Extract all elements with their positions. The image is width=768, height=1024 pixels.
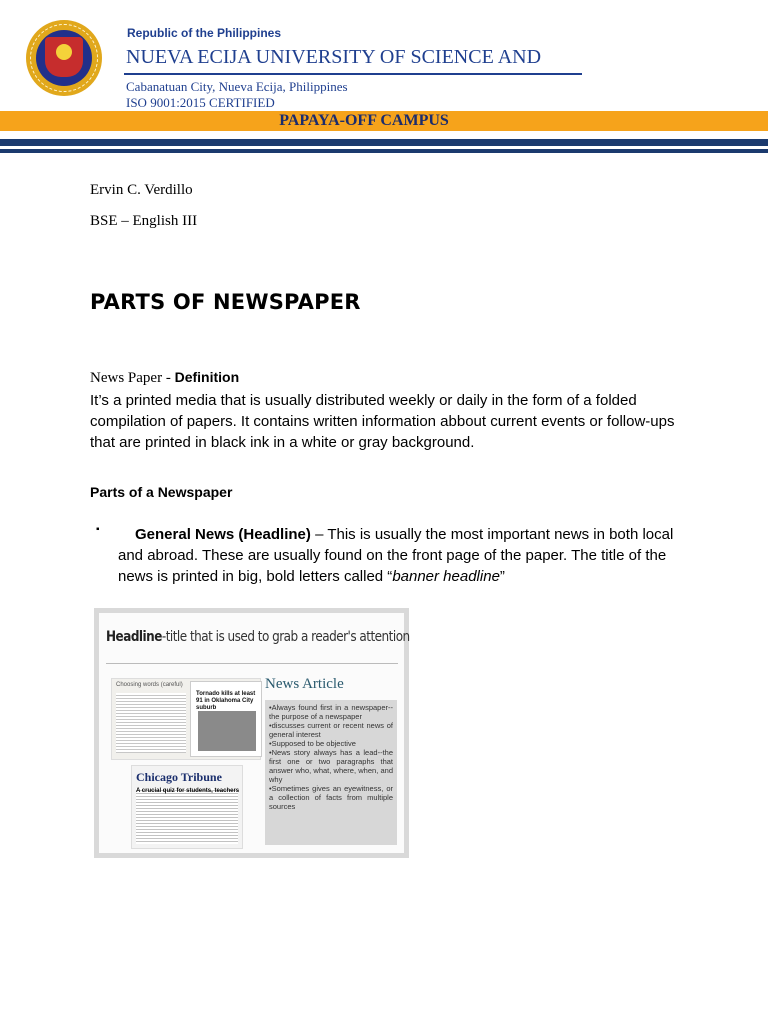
- bullet-general-news: [118, 524, 678, 587]
- clipping-photo: [198, 711, 256, 751]
- course-name: BSE – English III: [90, 213, 198, 229]
- clipping-story-headline: Tornado kills at least 91 in Oklahoma City suburb: [196, 691, 256, 711]
- news-article-title: News Article: [265, 676, 344, 692]
- tribune-text-lines: [136, 788, 238, 844]
- news-article-points: [265, 700, 397, 814]
- news-article-point: • Always found first in a newspaper--the purpose of a newspaper: [269, 703, 393, 721]
- republic-label: Republic of the Philippines: [127, 26, 282, 40]
- document-title: PARTS OF NEWSPAPER: [90, 290, 361, 314]
- parts-heading: Parts of a Newspaper: [90, 484, 233, 500]
- news-article-box: [265, 700, 397, 845]
- news-article-point: • discusses current or recent news of general interest: [269, 721, 393, 739]
- seal-ring: [30, 24, 98, 92]
- university-name: NUEVA ECIJA UNIVERSITY OF SCIENCE AND: [126, 46, 542, 68]
- definition-term: News Paper: [90, 370, 163, 386]
- news-article-point: • News story always has a lead--the first one or two paragraphs that answer who, what, where, when, and why: [269, 748, 393, 784]
- newspaper-clipping-2: [131, 765, 243, 849]
- news-article-point: • Sometimes gives an eyewitness, or a collection of facts from multiple sources: [269, 784, 393, 811]
- bullet-description: – This is usually the most important news in both local and abroad. These are usually found on the front page of the paper. The title of the news is printed in big, bold letters called “: [118, 526, 674, 585]
- bullet-term: banner headline: [392, 568, 500, 585]
- figure-headline-bold: Headline: [106, 629, 162, 645]
- definition-separator: -: [162, 370, 175, 386]
- figure-headline-rest: -title that is used to grab a reader's attention: [161, 629, 410, 645]
- author-name: Ervin C. Verdillo: [90, 182, 193, 198]
- definition-heading: [90, 369, 239, 387]
- bullet-label: General News (Headline): [135, 526, 311, 543]
- clipping-label: Choosing words (careful): [116, 682, 183, 688]
- clipping-text-lines: [116, 693, 186, 753]
- newspaper-clipping-1: [111, 678, 261, 760]
- news-article-point: • Supposed to be objective: [269, 739, 393, 748]
- campus-name: PAPAYA-OFF CAMPUS: [279, 112, 449, 129]
- tribune-masthead: Chicago Tribune: [136, 770, 222, 784]
- newspaper-figure: [94, 608, 409, 858]
- bullet-marker: ▪: [96, 524, 100, 535]
- tribune-story-headline: A crucial quiz for students, teachers: [136, 788, 240, 794]
- definition-text: It’s a printed media that is usually distributed weekly or daily in the form of a folded compilation of papers. It contains written information abbout current events or follow-ups that are printed in black ink in a white or gray background.: [90, 392, 675, 451]
- iso-certification: ISO 9001:2015 CERTIFIED: [126, 95, 275, 110]
- header-rule: [124, 73, 582, 75]
- figure-canvas: [99, 613, 410, 853]
- figure-headline: [106, 629, 410, 645]
- bullet-close-quote: ”: [499, 568, 505, 585]
- figure-rule: [106, 663, 398, 664]
- header-divider-thin: [0, 149, 768, 153]
- university-seal: [26, 20, 102, 96]
- city-address: Cabanatuan City, Nueva Ecija, Philippines: [126, 79, 348, 94]
- header-divider-thick: [0, 139, 768, 146]
- definition-label: Definition: [174, 369, 240, 385]
